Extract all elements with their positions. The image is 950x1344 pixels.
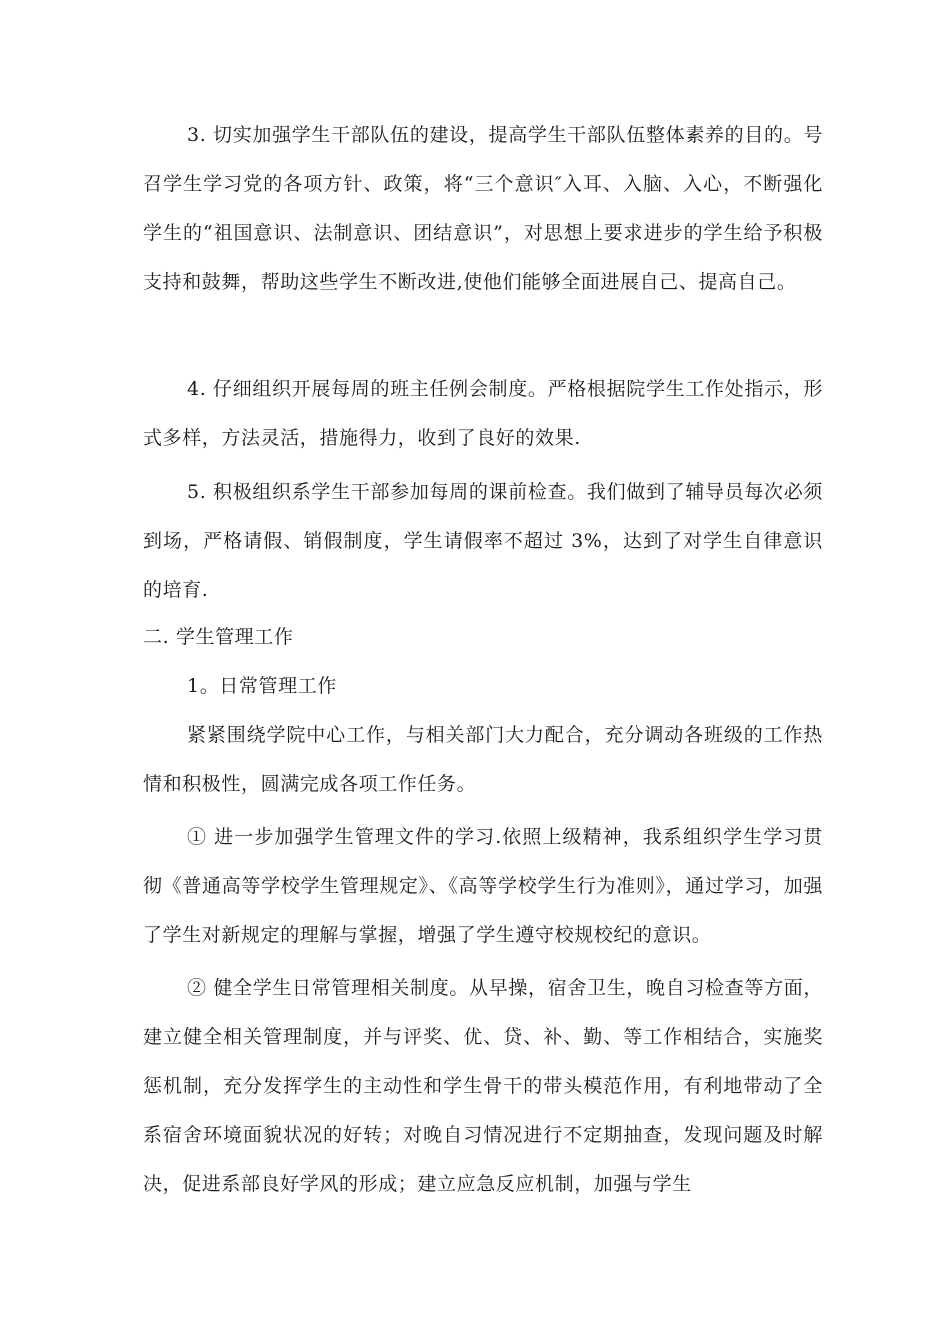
paragraph-daily-management: 紧紧围绕学院中心工作，与相关部门大力配合，充分调动各班级的工作热情和积极性，圆满完成各项工作任务。 xyxy=(143,724,823,795)
section-heading: 二. 学生管理工作 xyxy=(143,626,294,648)
paragraph-cadre-building: 3. 切实加强学生干部队伍的建设，提高学生干部队伍整体素养的目的。号召学生学习党的各项方针、政策，将“三个意识″入耳、入脑、入心，不断强化学生的“祖国意识、法制意识、团结意识”，对思想上要求进步的学生给予积极支持和鼓舞，帮助这些学生不断改进,使他们能够全面进展自己、提高自己。 xyxy=(143,124,823,293)
paragraph-class-inspection: 5. 积极组织系学生干部参加每周的课前检查。我们做到了辅导员每次必须到场，严格请假、销假制度，学生请假率不超过 3%，达到了对学生自律意识的培育. xyxy=(143,481,823,601)
subsection-heading: 1。日常管理工作 xyxy=(187,675,337,697)
paragraph-class-meeting: 4. 仔细组织开展每周的班主任例会制度。严格根据院学生工作处指示，形式多样，方法灵活，措施得力，收到了良好的效果. xyxy=(143,378,823,449)
paragraph-regulation-study: ① 进一步加强学生管理文件的学习.依照上级精神，我系组织学生学习贯彻《普通高等学校学生管理规定》、《高等学校学生行为准则》，通过学习，加强了学生对新规定的理解与掌握，增强了学生遵守校规校纪的意识。 xyxy=(143,826,823,946)
paragraph-management-system: ② 健全学生日常管理相关制度。从早操，宿舍卫生，晚自习检查等方面，建立健全相关管理制度，并与评奖、优、贷、补、勤、等工作相结合，实施奖惩机制，充分发挥学生的主动性和学生骨干的带头模范作用，有利地带动了全系宿舍环境面貌状况的好转；对晚自习情况进行不定期抽查，发现问题及时解决，促进系部良好学风的形成；建立应急反应机制，加强与学生 xyxy=(143,977,823,1195)
